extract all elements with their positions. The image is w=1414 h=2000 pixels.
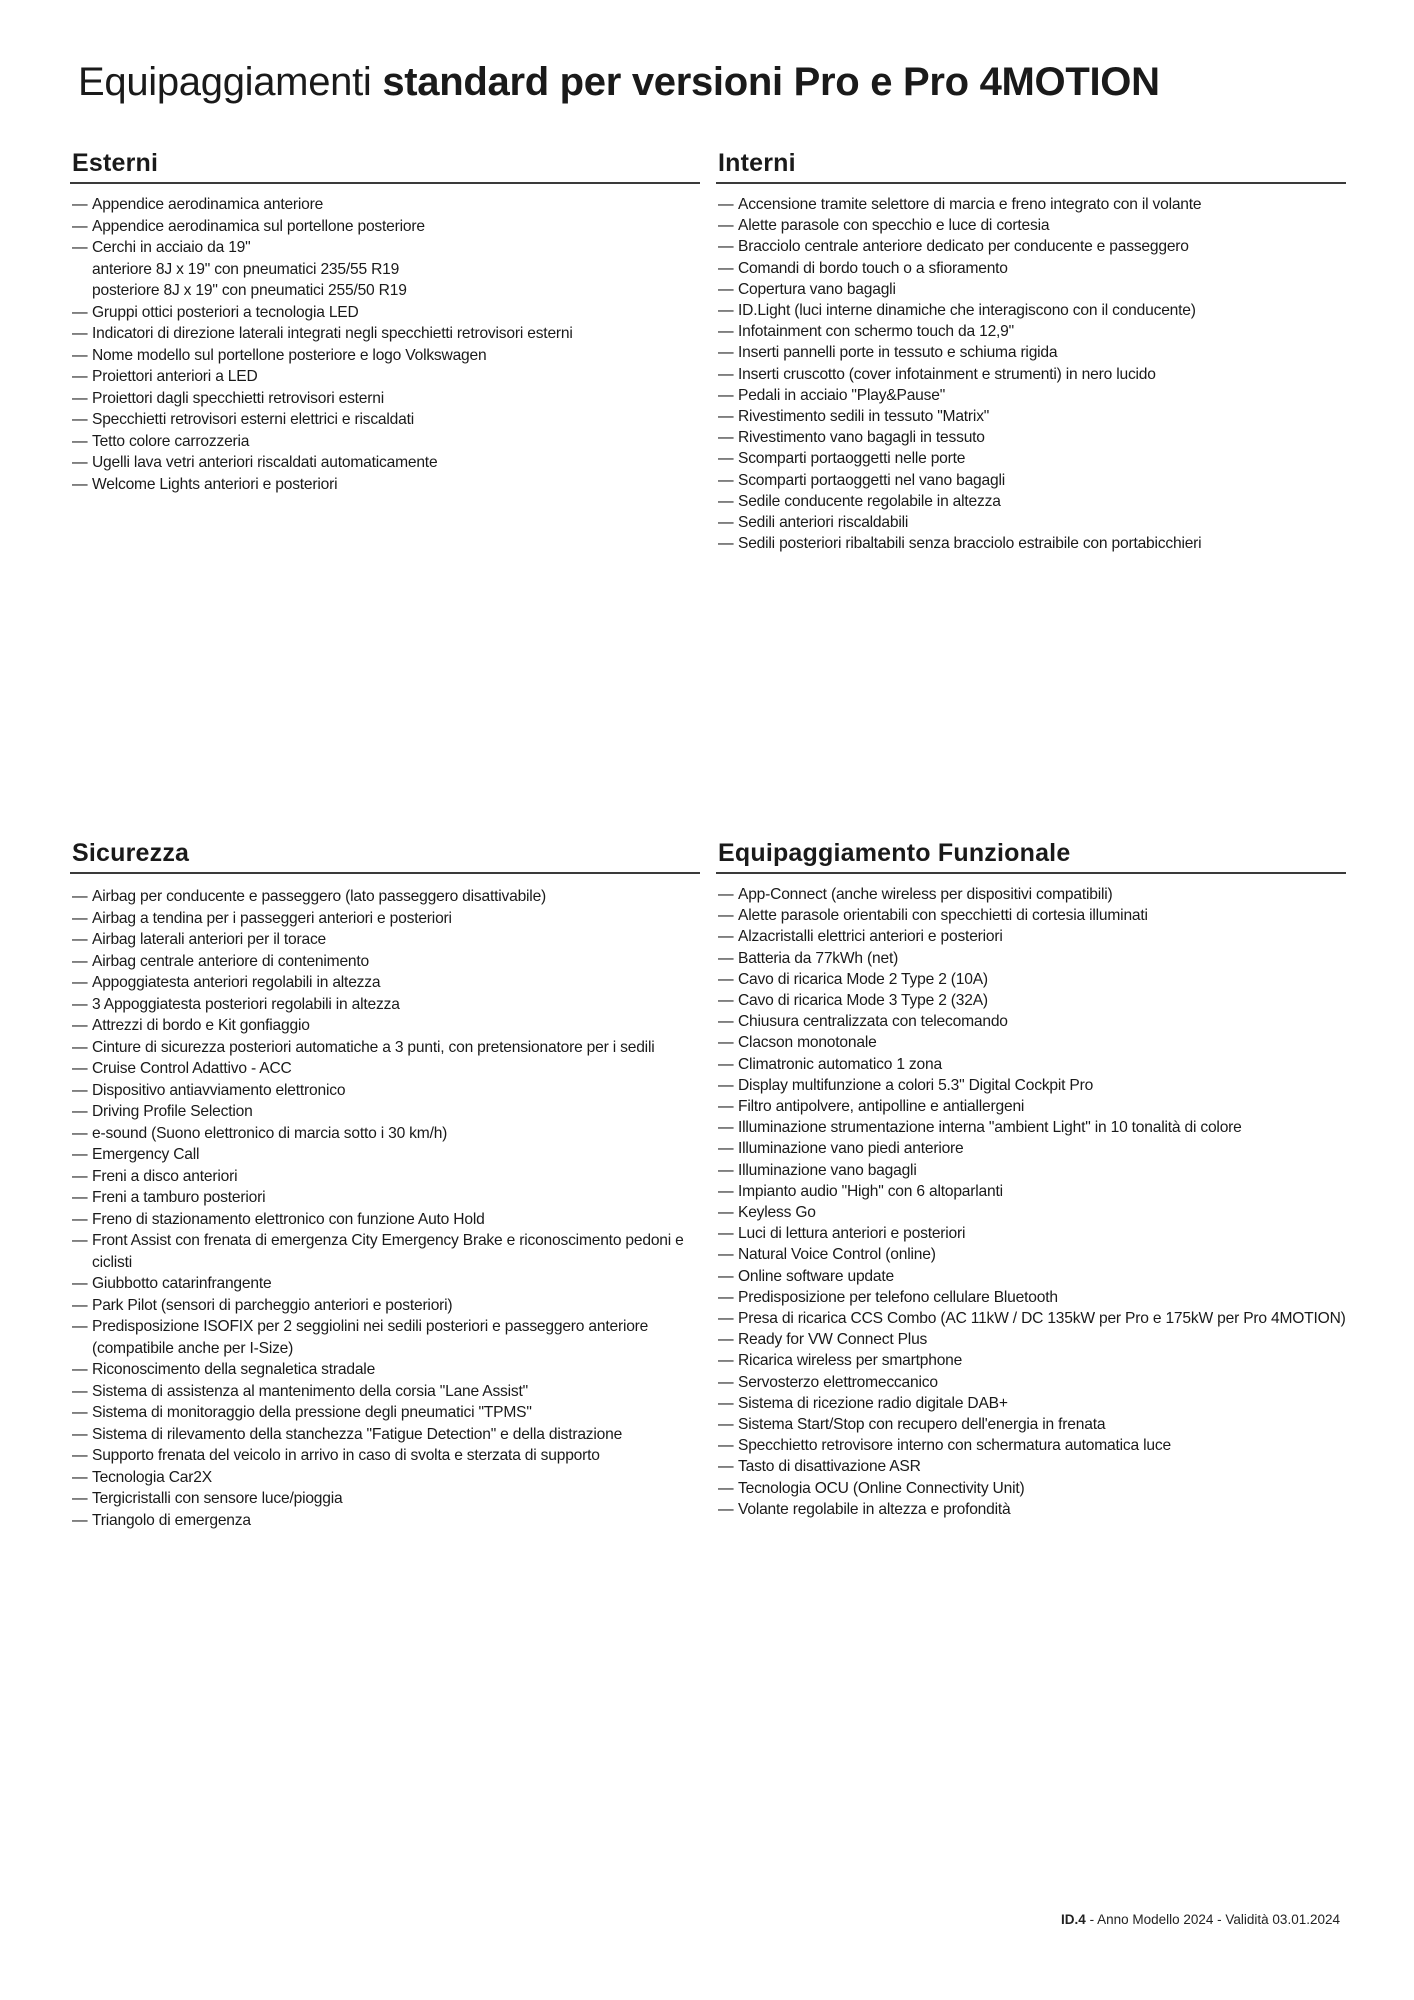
list-item: — Tecnologia Car2X [70, 1467, 700, 1489]
list-item: — Presa di ricarica CCS Combo (AC 11kW / DC 135kW per Pro e 175kW per Pro 4MOTION) [716, 1308, 1346, 1329]
section-heading: Esterni [70, 148, 700, 184]
list-item: — Sedili anteriori riscaldabili [716, 512, 1346, 533]
list-item: — Freno di stazionamento elettronico con funzione Auto Hold [70, 1209, 700, 1231]
section-esterni [70, 148, 700, 495]
list-item: — Accensione tramite selettore di marcia e freno integrato con il volante [716, 194, 1346, 215]
list-item: — Filtro antipolvere, antipolline e antiallergeni [716, 1096, 1346, 1117]
list-item: — Alzacristalli elettrici anteriori e posteriori [716, 926, 1346, 947]
list-item: — Sistema di rilevamento della stanchezza "Fatigue Detection" e della distrazione [70, 1424, 700, 1446]
item-list [70, 184, 700, 495]
list-item: — Sistema Start/Stop con recupero dell'energia in frenata [716, 1414, 1346, 1435]
list-item: — Clacson monotonale [716, 1032, 1346, 1053]
list-item: — Indicatori di direzione laterali integrati negli specchietti retrovisori esterni [70, 323, 700, 345]
list-item: — Sedili posteriori ribaltabili senza bracciolo estraibile con portabicchieri [716, 533, 1346, 554]
list-item: — Comandi di bordo touch o a sfioramento [716, 258, 1346, 279]
list-item: — Supporto frenata del veicolo in arrivo in caso di svolta e sterzata di supporto [70, 1445, 700, 1467]
list-item: — Inserti cruscotto (cover infotainment e strumenti) in nero lucido [716, 364, 1346, 385]
list-item: — Display multifunzione a colori 5.3" Digital Cockpit Pro [716, 1075, 1346, 1096]
list-item: — Airbag centrale anteriore di contenimento [70, 951, 700, 973]
list-item: — Driving Profile Selection [70, 1101, 700, 1123]
list-item: — Sistema di ricezione radio digitale DAB+ [716, 1393, 1346, 1414]
list-item: — Natural Voice Control (online) [716, 1244, 1346, 1265]
list-item: — Giubbotto catarinfrangente [70, 1273, 700, 1295]
list-item: — Pedali in acciaio "Play&Pause" [716, 385, 1346, 406]
list-item: — Freni a tamburo posteriori [70, 1187, 700, 1209]
list-item: — Predisposizione ISOFIX per 2 seggiolini nei sedili posteriori e passeggero anteriore (compatibile anche per I-Size) [70, 1316, 700, 1359]
list-item: — Rivestimento sedili in tessuto "Matrix" [716, 406, 1346, 427]
section-equipaggiamento-funzionale [716, 838, 1346, 1520]
list-item: — Cerchi in acciaio da 19" anteriore 8J x 19" con pneumatici 235/55 R19 posteriore 8J x 19" con pneumatici 255/50 R19 [70, 237, 700, 302]
list-item: — Cavo di ricarica Mode 3 Type 2 (32A) [716, 990, 1346, 1011]
item-list [716, 874, 1346, 1520]
page-footer [1061, 1912, 1340, 1927]
list-item: — Inserti pannelli porte in tessuto e schiuma rigida [716, 342, 1346, 363]
list-item: — App-Connect (anche wireless per dispositivi compatibili) [716, 884, 1346, 905]
list-item: — Tergicristalli con sensore luce/pioggia [70, 1488, 700, 1510]
list-item: — Sedile conducente regolabile in altezza [716, 491, 1346, 512]
list-item: — Airbag a tendina per i passeggeri anteriori e posteriori [70, 908, 700, 930]
list-item: — Alette parasole con specchio e luce di cortesia [716, 215, 1346, 236]
list-item: — Riconoscimento della segnaletica stradale [70, 1359, 700, 1381]
list-item: — Dispositivo antiavviamento elettronico [70, 1080, 700, 1102]
list-item: — Tetto colore carrozzeria [70, 431, 700, 453]
list-item: — Triangolo di emergenza [70, 1510, 700, 1532]
list-item: — Illuminazione strumentazione interna "ambient Light" in 10 tonalità di colore [716, 1117, 1346, 1138]
list-item: — Airbag per conducente e passeggero (lato passeggero disattivabile) [70, 886, 700, 908]
list-item: — Alette parasole orientabili con specchietti di cortesia illuminati [716, 905, 1346, 926]
list-item: — Climatronic automatico 1 zona [716, 1054, 1346, 1075]
list-item: — Proiettori anteriori a LED [70, 366, 700, 388]
list-item: — Airbag laterali anteriori per il torace [70, 929, 700, 951]
list-item: — Appendice aerodinamica sul portellone posteriore [70, 216, 700, 238]
list-item: — Rivestimento vano bagagli in tessuto [716, 427, 1346, 448]
list-item: — Luci di lettura anteriori e posteriori [716, 1223, 1346, 1244]
list-item: — Copertura vano bagagli [716, 279, 1346, 300]
list-item: — Ugelli lava vetri anteriori riscaldati automaticamente [70, 452, 700, 474]
list-item: — Freni a disco anteriori [70, 1166, 700, 1188]
list-item: — Sistema di assistenza al mantenimento della corsia "Lane Assist" [70, 1381, 700, 1403]
list-item: — Tecnologia OCU (Online Connectivity Unit) [716, 1478, 1346, 1499]
list-item: — Appendice aerodinamica anteriore [70, 194, 700, 216]
list-item: — Specchietti retrovisori esterni elettrici e riscaldati [70, 409, 700, 431]
list-item: — Proiettori dagli specchietti retrovisori esterni [70, 388, 700, 410]
list-item: — Welcome Lights anteriori e posteriori [70, 474, 700, 496]
section-heading: Sicurezza [70, 838, 700, 874]
list-item: — Volante regolabile in altezza e profondità [716, 1499, 1346, 1520]
section-heading: Equipaggiamento Funzionale [716, 838, 1346, 874]
list-item: — Scomparti portaoggetti nel vano bagagli [716, 470, 1346, 491]
list-item: — Servosterzo elettromeccanico [716, 1372, 1346, 1393]
page-title [78, 58, 1160, 106]
item-list [70, 874, 700, 1531]
list-item: — Illuminazione vano bagagli [716, 1160, 1346, 1181]
title-bold: standard per versioni Pro e Pro 4MOTION [382, 60, 1160, 104]
list-item: — Front Assist con frenata di emergenza City Emergency Brake e riconoscimento pedoni e ciclisti [70, 1230, 700, 1273]
list-item: — Predisposizione per telefono cellulare Bluetooth [716, 1287, 1346, 1308]
list-item: — Nome modello sul portellone posteriore e logo Volkswagen [70, 345, 700, 367]
list-item: — Online software update [716, 1266, 1346, 1287]
section-heading: Interni [716, 148, 1346, 184]
section-interni [716, 148, 1346, 554]
list-item: — Illuminazione vano piedi anteriore [716, 1138, 1346, 1159]
list-item: — Emergency Call [70, 1144, 700, 1166]
title-light: Equipaggiamenti [78, 60, 372, 104]
list-item: — Infotainment con schermo touch da 12,9" [716, 321, 1346, 342]
list-item: — Sistema di monitoraggio della pressione degli pneumatici "TPMS" [70, 1402, 700, 1424]
list-item: — Cinture di sicurezza posteriori automatiche a 3 punti, con pretensionatore per i sedili [70, 1037, 700, 1059]
list-item: — ID.Light (luci interne dinamiche che interagiscono con il conducente) [716, 300, 1346, 321]
list-item: — Park Pilot (sensori di parcheggio anteriori e posteriori) [70, 1295, 700, 1317]
item-list [716, 184, 1346, 554]
list-item: — Bracciolo centrale anteriore dedicato per conducente e passeggero [716, 236, 1346, 257]
list-item: — Attrezzi di bordo e Kit gonfiaggio [70, 1015, 700, 1037]
list-item: — Scomparti portaoggetti nelle porte [716, 448, 1346, 469]
footer-model: ID.4 [1061, 1912, 1086, 1927]
list-item: — Chiusura centralizzata con telecomando [716, 1011, 1346, 1032]
list-item: — Specchietto retrovisore interno con schermatura automatica luce [716, 1435, 1346, 1456]
list-item: — Ricarica wireless per smartphone [716, 1350, 1346, 1371]
list-item: — Appoggiatesta anteriori regolabili in altezza [70, 972, 700, 994]
list-item: — Cavo di ricarica Mode 2 Type 2 (10A) [716, 969, 1346, 990]
list-item: — Gruppi ottici posteriori a tecnologia LED [70, 302, 700, 324]
list-item: — Ready for VW Connect Plus [716, 1329, 1346, 1350]
list-item: — 3 Appoggiatesta posteriori regolabili in altezza [70, 994, 700, 1016]
list-item: — Batteria da 77kWh (net) [716, 948, 1346, 969]
list-item: — e-sound (Suono elettronico di marcia sotto i 30 km/h) [70, 1123, 700, 1145]
footer-text: - Anno Modello 2024 - Validità 03.01.2024 [1085, 1912, 1340, 1927]
list-item: — Tasto di disattivazione ASR [716, 1456, 1346, 1477]
section-sicurezza [70, 838, 700, 1531]
list-item: — Keyless Go [716, 1202, 1346, 1223]
list-item: — Impianto audio "High" con 6 altoparlanti [716, 1181, 1346, 1202]
list-item: — Cruise Control Adattivo - ACC [70, 1058, 700, 1080]
